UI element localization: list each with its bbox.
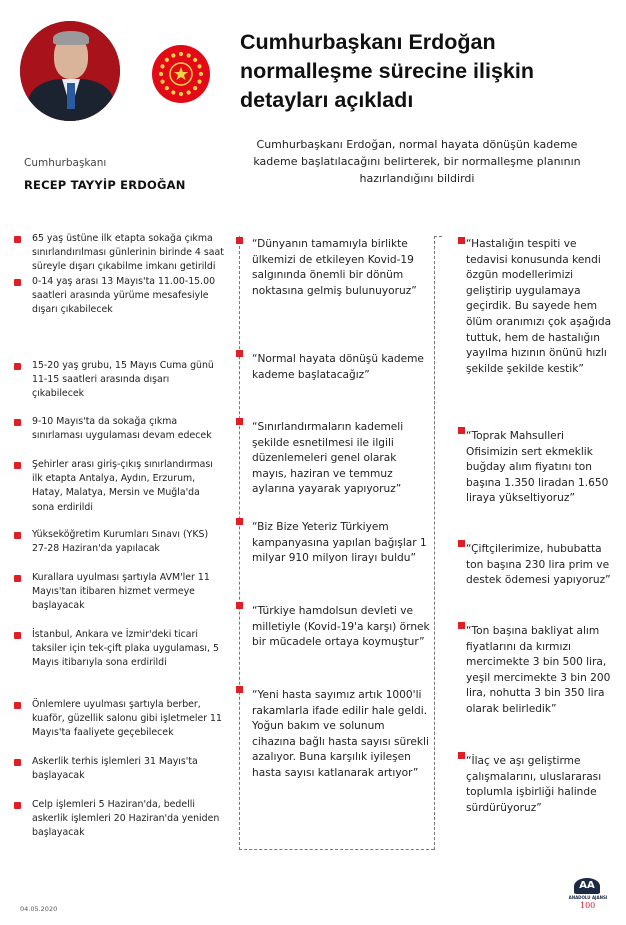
quote-text: “Toprak Mahsulleri Ofisimizin sert ekmeklik buğday alım fiyatını ton başına 1.350 liradan 1.650 liraya yükseltiyoruz” <box>466 430 609 505</box>
anadolu-agency-logo <box>566 878 610 914</box>
agency-name: ANADOLU AJANSI <box>568 895 608 900</box>
frame-top-divider <box>434 236 442 237</box>
list-item-text: 9-10 Mayıs'ta da sokağa çıkma sınırlaması uygulaması devam edecek <box>32 416 212 442</box>
quote-marker-icon <box>458 427 465 434</box>
quote-text: “Dünyanın tamamıyla birlikte ülkemizi de etkileyen Kovid-19 salgınında önemli bir dönüm noktasına gelmiş bulunuyoruz” <box>252 238 417 297</box>
quote-text: “Yeni hasta sayımız artık 1000'li rakamlarla ifade edilir hale geldi. Yoğun bakım ve solunum cihazına bağlı hasta sayısı sürekli azalıyor. Buna karşılık iyileşen hasta sayısı katlanarak artıyor” <box>252 689 429 779</box>
bullet-icon <box>14 363 21 370</box>
quote-text: “Normal hayata dönüşü kademe kademe başlatacağız” <box>252 353 424 381</box>
bullet-icon <box>14 532 21 539</box>
list-item-text: İstanbul, Ankara ve İzmir'deki ticari taksiler için tek-çift plaka uygulaması, 5 Mayıs itibarıyla sona erdirildi <box>32 629 219 669</box>
bullet-icon <box>14 632 21 639</box>
quote-marker-icon <box>458 540 465 547</box>
quotes-frame-right <box>434 236 435 850</box>
quote-text: “Biz Bize Yeteriz Türkiyem kampanyasına yapılan bağışlar 1 milyar 910 milyon lirayı buldu” <box>252 521 427 565</box>
quote-marker-icon <box>458 622 465 629</box>
list-item-text: Yükseköğretim Kurumları Sınavı (YKS) 27-28 Haziran'da yapılacak <box>32 529 209 555</box>
list-item-text: 0-14 yaş arası 13 Mayıs'ta 11.00-15.00 saatleri arasında yürüme mesafesiyle dışarı çıkabilecek <box>32 276 216 316</box>
list-item-text: Şehirler arası giriş-çıkış sınırlandırması ilk etapta Antalya, Aydın, Erzurum, Hatay, Malatya, Mersin ve Muğla'da sona erdirildi <box>32 459 213 513</box>
list-item <box>14 528 224 556</box>
bullet-icon <box>14 575 21 582</box>
quote-text: “Çiftçilerimize, hububatta ton başına 230 lira prim ve destek ödemesi yapıyoruz” <box>466 543 611 587</box>
quote-text: “Hastalığın tespiti ve tedavisi konusunda kendi özgün modellerimizi geliştirip uygulamaya geçirdik. Bu sayede hem ölüm oranımızı çok aşağıda tuttuk, hem de hastalığın yayılma hızının önünü hızlı şekilde şekilde kestik” <box>466 238 612 375</box>
frame-bottom-divider <box>239 849 434 850</box>
bullet-icon <box>14 702 21 709</box>
quote-marker-icon <box>236 602 243 609</box>
page-title: Cumhurbaşkanı Erdoğan normalleşme sürecine ilişkin detayları açıkladı <box>240 30 534 112</box>
quote-marker-icon <box>236 237 243 244</box>
quote-marker-icon <box>236 350 243 357</box>
quote-marker-icon <box>236 418 243 425</box>
agency-logo-mark: AA <box>574 878 600 894</box>
list-item <box>14 458 224 515</box>
quote-marker-icon <box>458 237 465 244</box>
presidential-seal-icon <box>152 45 210 103</box>
publish-date: 04.05.2020 <box>20 905 58 913</box>
list-item <box>14 755 224 783</box>
list-item-text: Önlemlere uyulması şartıyla berber, kuaför, güzellik salonu gibi işletmeler 11 Mayıs'ta faaliyete geçebilecek <box>32 699 222 739</box>
list-item-text: Askerlik terhis işlemleri 31 Mayıs'ta başlayacak <box>32 756 198 782</box>
bullet-icon <box>14 759 21 766</box>
quote-text: “İlaç ve aşı geliştirme çalışmalarını, uluslararası toplumla işbirliği halinde sürdürüyoruz” <box>466 755 602 814</box>
quote-text: “Sınırlandırmaların kademeli şekilde esnetilmesi ile ilgili düzenlemeleri genel olarak mayıs, haziran ve temmuz aylarına yayarak yapıyoruz” <box>252 421 404 496</box>
list-item <box>14 571 224 614</box>
list-item <box>14 275 224 318</box>
bullet-icon <box>14 802 21 809</box>
list-item-text: 15-20 yaş grubu, 15 Mayıs Cuma günü 11-15 saatleri arasında dışarı çıkabilecek <box>32 360 214 400</box>
quote-text: “Ton başına bakliyat alım fiyatlarını da kırmızı mercimekte 3 bin 500 lira, yeşil mercimekte 3 bin 200 lira, nohutta 3 bin 350 lira olarak belirledik” <box>466 625 611 715</box>
list-item <box>14 232 224 275</box>
anniversary-mark: 100 <box>580 901 596 910</box>
person-name: RECEP TAYYİP ERDOĞAN <box>24 178 186 192</box>
list-item <box>14 415 224 443</box>
list-item-text: 65 yaş üstüne ilk etapta sokağa çıkma sınırlandırılması günlerinin birinde 4 saat süreyle dışarı çıkabilme imkanı getirildi <box>32 233 224 273</box>
quote-marker-icon <box>458 752 465 759</box>
quote-marker-icon <box>236 686 243 693</box>
person-role: Cumhurbaşkanı <box>24 157 107 169</box>
bullet-icon <box>14 462 21 469</box>
bullet-icon <box>14 419 21 426</box>
list-item <box>14 628 224 671</box>
bullet-icon <box>14 279 21 286</box>
bullet-icon <box>14 236 21 243</box>
list-item <box>14 698 224 741</box>
page-subtitle: Cumhurbaşkanı Erdoğan, normal hayata dönüşün kademe kademe başlatılacağını belirterek, bir normalleşme planının hazırlandığını bildirdi <box>253 138 581 185</box>
list-item-text: Celp işlemleri 5 Haziran'da, bedelli askerlik işlemleri 20 Haziran'da yeniden başlayacak <box>32 799 220 839</box>
president-portrait <box>20 21 120 121</box>
quote-text: “Türkiye hamdolsun devleti ve milletiyle (Kovid-19'a karşı) örnek bir mücadele ortaya koymuştur” <box>252 605 430 649</box>
quote-marker-icon <box>236 518 243 525</box>
list-item <box>14 798 224 841</box>
list-item-text: Kurallara uyulması şartıyla AVM'ler 11 Mayıs'tan itibaren hizmet vermeye başlayacak <box>32 572 210 612</box>
list-item <box>14 359 224 402</box>
